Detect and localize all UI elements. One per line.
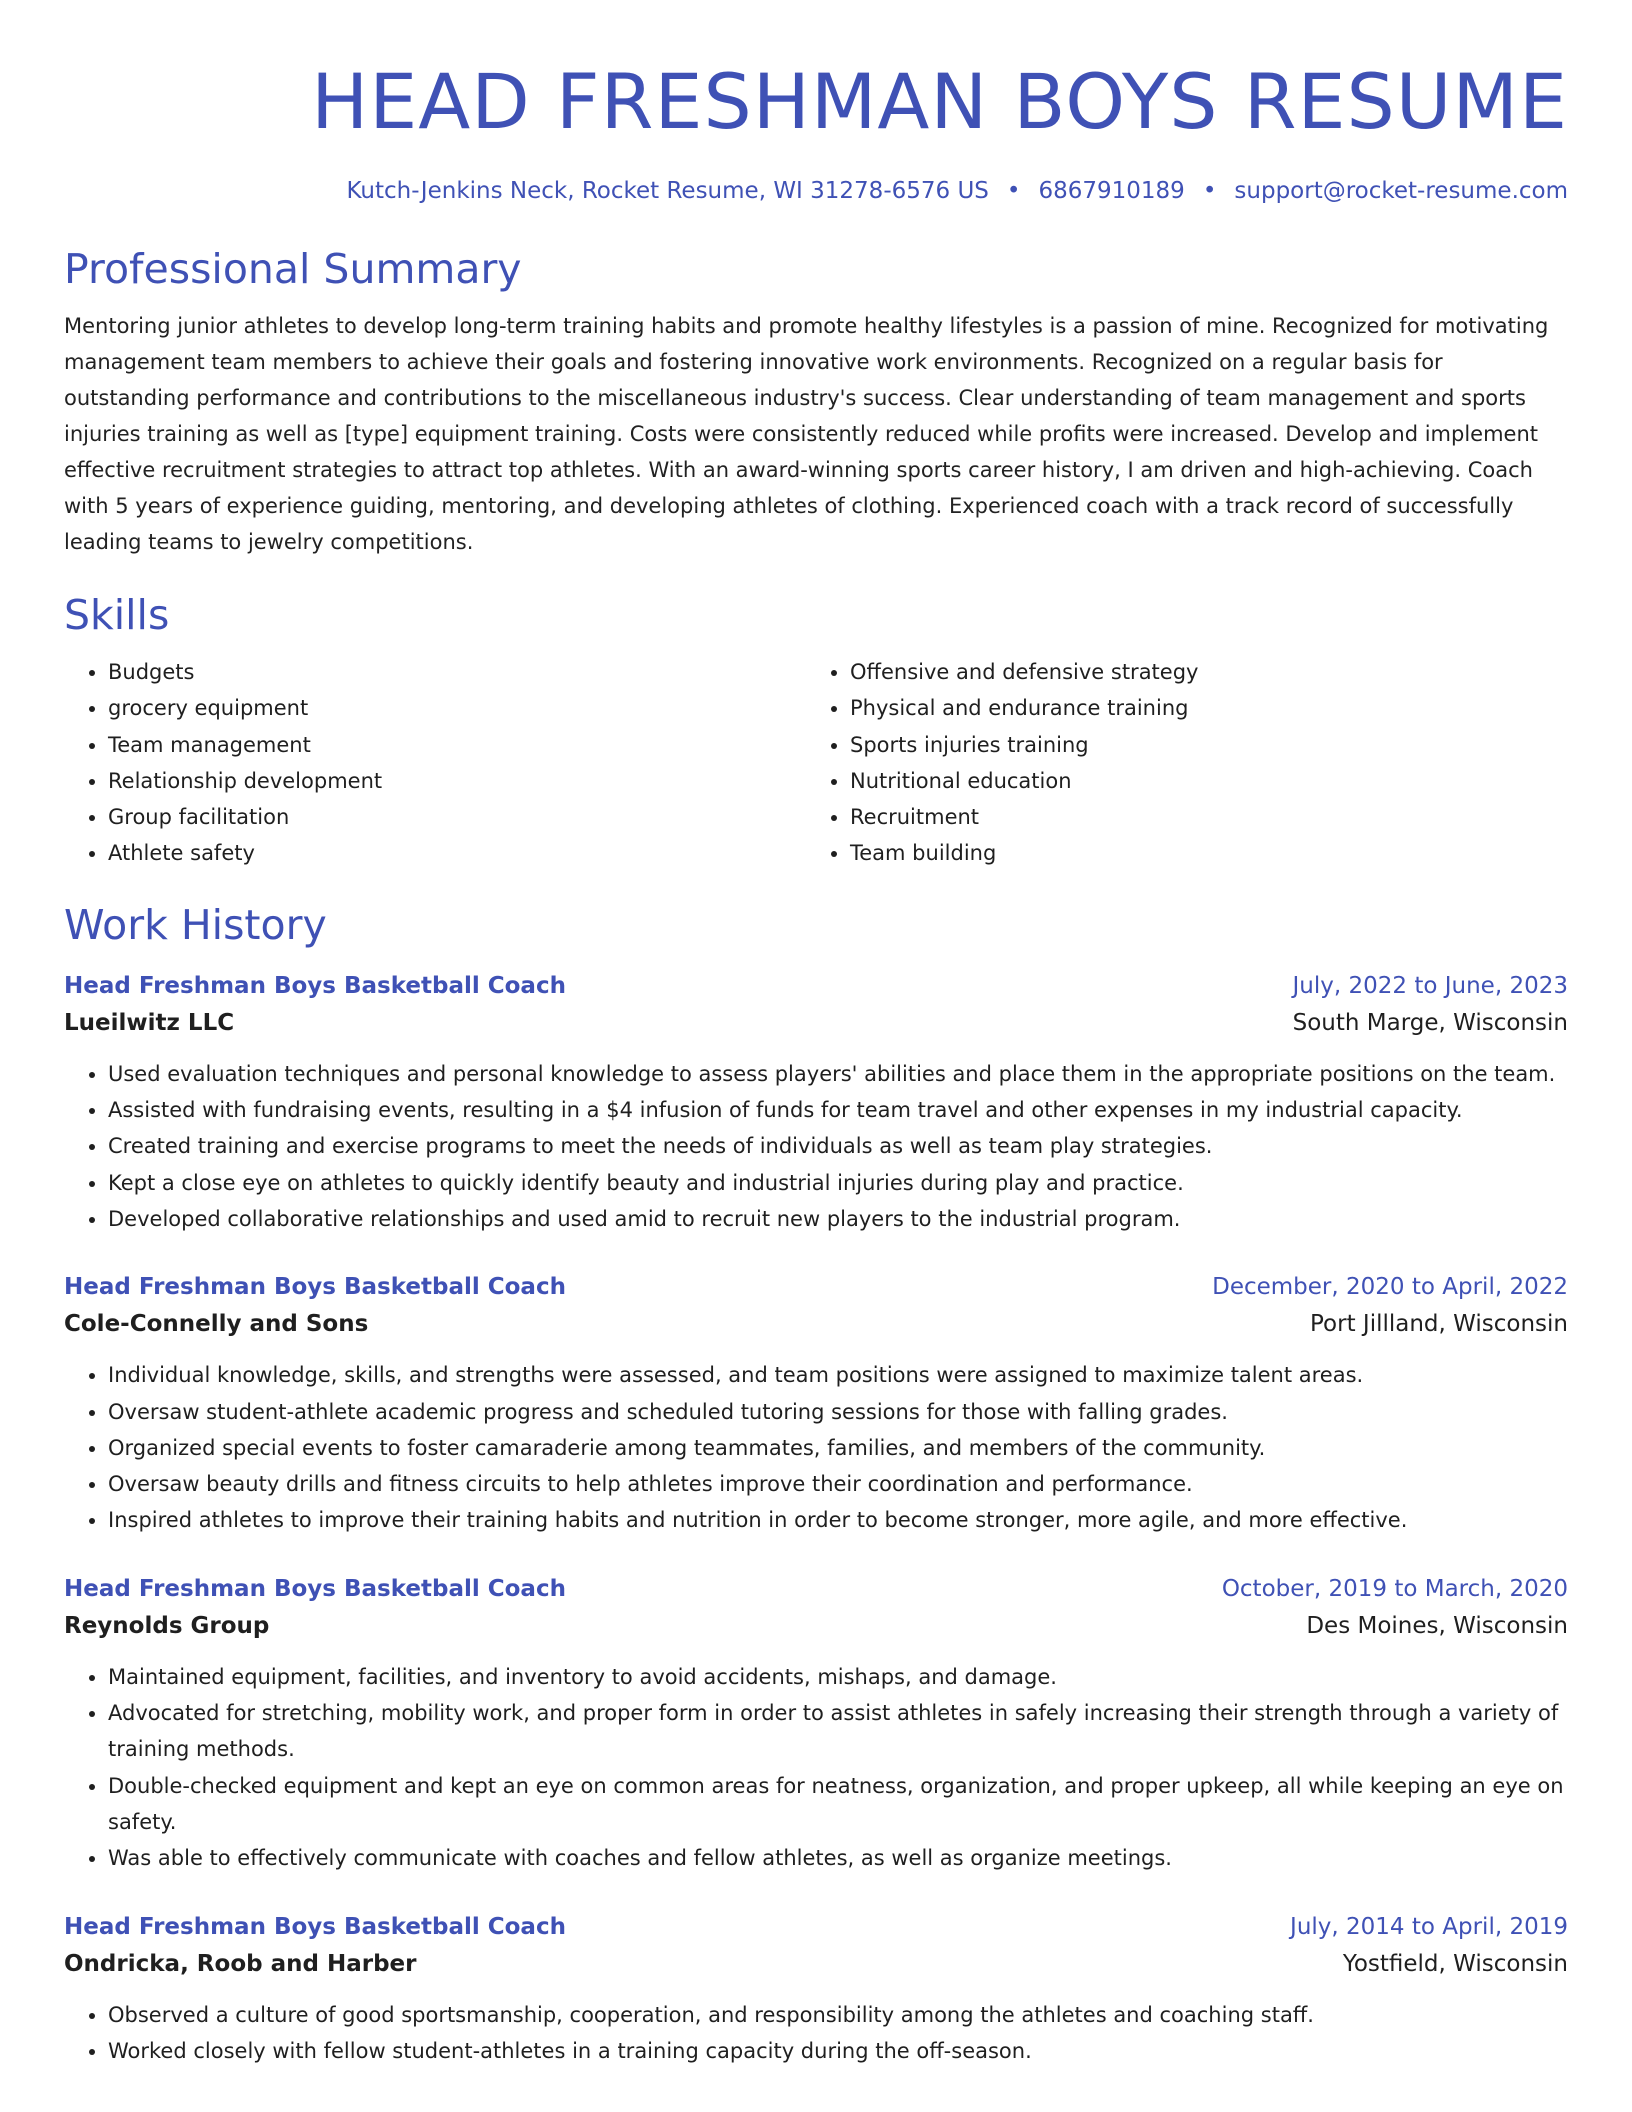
job-title: Head Freshman Boys Basketball Coach <box>64 972 566 999</box>
skill-item: • Budgets <box>108 654 806 690</box>
job-bullet: • Kept a close eye on athletes to quickly identify beauty and industrial injuries during play and practice. <box>108 1165 1568 1201</box>
job-bullets <box>64 1659 1568 1877</box>
job-title-row <box>64 1909 1568 1945</box>
skill-item: • Relationship development <box>108 763 806 799</box>
skill-item: • Team management <box>108 727 806 763</box>
job-company-row <box>64 1305 1568 1343</box>
contact-separator: • <box>1006 178 1021 204</box>
job-entry <box>64 968 1568 1237</box>
contact-address: Kutch-Jenkins Neck, Rocket Resume, WI 31278-6576 US <box>346 178 989 204</box>
job-location: Yostfield, Wisconsin <box>1342 1950 1568 1977</box>
skill-item: • Physical and endurance training <box>850 690 1548 726</box>
job-dates: July, 2014 to April, 2019 <box>1290 1913 1568 1940</box>
job-company: Lueilwitz LLC <box>64 1009 235 1036</box>
contact-line <box>64 176 1568 206</box>
job-title: Head Freshman Boys Basketball Coach <box>64 1913 566 1940</box>
job-bullet: • Individual knowledge, skills, and strengths were assessed, and team positions were assigned to maximize talent areas. <box>108 1357 1568 1393</box>
job-bullet: • Oversaw student-athlete academic progress and scheduled tutoring sessions for those with falling grades. <box>108 1394 1568 1430</box>
job-company-row <box>64 1607 1568 1645</box>
job-dates: December, 2020 to April, 2022 <box>1212 1274 1568 1301</box>
job-bullets <box>64 1997 1568 2070</box>
job-dates: July, 2022 to June, 2023 <box>1292 972 1568 999</box>
job-entry <box>64 1571 1568 1877</box>
job-bullet: • Inspired athletes to improve their training habits and nutrition in order to become stronger, more agile, and more effective. <box>108 1502 1568 1538</box>
job-bullet: • Advocated for stretching, mobility work, and proper form in order to assist athletes in safely increasing their strength through a variety of training methods. <box>108 1695 1568 1768</box>
job-title: Head Freshman Boys Basketball Coach <box>64 1274 566 1301</box>
job-bullet: • Assisted with fundraising events, resulting in a $4 infusion of funds for team travel and other expenses in my industrial capacity. <box>108 1092 1568 1128</box>
job-bullet: • Used evaluation techniques and personal knowledge to assess players' abilities and place them in the appropriate positions on the team. <box>108 1056 1568 1092</box>
job-bullets <box>64 1357 1568 1538</box>
job-company: Reynolds Group <box>64 1612 270 1639</box>
skills-heading: Skills <box>64 591 170 639</box>
job-bullet: • Developed collaborative relationships and used amid to recruit new players to the industrial program. <box>108 1201 1568 1237</box>
skill-item: • Group facilitation <box>108 799 806 835</box>
job-title-row <box>64 1269 1568 1305</box>
job-entry <box>64 1909 1568 2070</box>
skills-list-right <box>806 654 1548 872</box>
job-bullet: • Observed a culture of good sportsmanship, cooperation, and responsibility among the athletes and coaching staff. <box>108 1997 1568 2033</box>
job-bullet: • Maintained equipment, facilities, and inventory to avoid accidents, mishaps, and damage. <box>108 1659 1568 1695</box>
skill-item: • Recruitment <box>850 799 1548 835</box>
job-location: Port Jillland, Wisconsin <box>1310 1311 1568 1338</box>
skill-item: • Nutritional education <box>850 763 1548 799</box>
job-bullet: • Double-checked equipment and kept an eye on common areas for neatness, organization, and proper upkeep, all while keeping an eye on safety. <box>108 1768 1568 1841</box>
contact-phone: 6867910189 <box>1038 178 1185 204</box>
job-bullet: • Created training and exercise programs to meet the needs of individuals as well as team play strategies. <box>108 1128 1568 1164</box>
skills-columns <box>64 654 1568 872</box>
contact-separator: • <box>1202 178 1217 204</box>
job-company-row <box>64 1004 1568 1042</box>
work-history-heading: Work History <box>64 900 327 949</box>
skill-item: • Offensive and defensive strategy <box>850 654 1548 690</box>
skill-item: • grocery equipment <box>108 690 806 726</box>
skill-item: • Sports injuries training <box>850 727 1548 763</box>
job-company-row <box>64 1945 1568 1983</box>
job-bullet: • Worked closely with fellow student-athletes in a training capacity during the off-season. <box>108 2033 1568 2069</box>
job-title: Head Freshman Boys Basketball Coach <box>64 1575 566 1602</box>
skill-item: • Athlete safety <box>108 835 806 871</box>
job-company: Cole-Connelly and Sons <box>64 1311 369 1338</box>
job-bullet: • Organized special events to foster camaraderie among teammates, families, and members of the community. <box>108 1430 1568 1466</box>
skills-list-left <box>64 654 806 872</box>
job-dates: October, 2019 to March, 2020 <box>1221 1575 1568 1602</box>
job-bullets <box>64 1056 1568 1237</box>
job-title-row <box>64 968 1568 1004</box>
summary-heading: Professional Summary <box>64 245 522 293</box>
job-location: Des Moines, Wisconsin <box>1306 1612 1568 1639</box>
job-bullet: • Oversaw beauty drills and fitness circuits to help athletes improve their coordination and performance. <box>108 1466 1568 1502</box>
skill-item: • Team building <box>850 835 1548 871</box>
job-company: Ondricka, Roob and Harber <box>64 1950 417 1977</box>
job-title-row <box>64 1571 1568 1607</box>
job-entry <box>64 1269 1568 1538</box>
job-location: South Marge, Wisconsin <box>1292 1009 1568 1036</box>
job-bullet: • Was able to effectively communicate with coaches and fellow athletes, as well as organize meetings. <box>108 1840 1568 1876</box>
resume-name: HEAD FRESHMAN BOYS RESUME <box>311 57 1568 146</box>
resume-header <box>64 52 1568 206</box>
summary-text: Mentoring junior athletes to develop long-term training habits and promote healthy lifestyles is a passion of mine. Recognized for motivating management team members to achieve their goals and fostering innovative work environments. Recognized on a regular basis for outstanding performance and contributions to the miscellaneous industry's success. Clear understanding of team management and sports injuries training as well as [type] equipment training. Costs were consistently reduced while profits were increased. Develop and implement effective recruitment strategies to attract top athletes. With an award-winning sports career history, I am driven and high-achieving. Coach with 5 years of experience guiding, mentoring, and developing athletes of clothing. Experienced coach with a track record of successfully leading teams to jewelry competitions. <box>64 314 1549 554</box>
contact-email[interactable]: support@rocket-resume.com <box>1234 178 1568 204</box>
